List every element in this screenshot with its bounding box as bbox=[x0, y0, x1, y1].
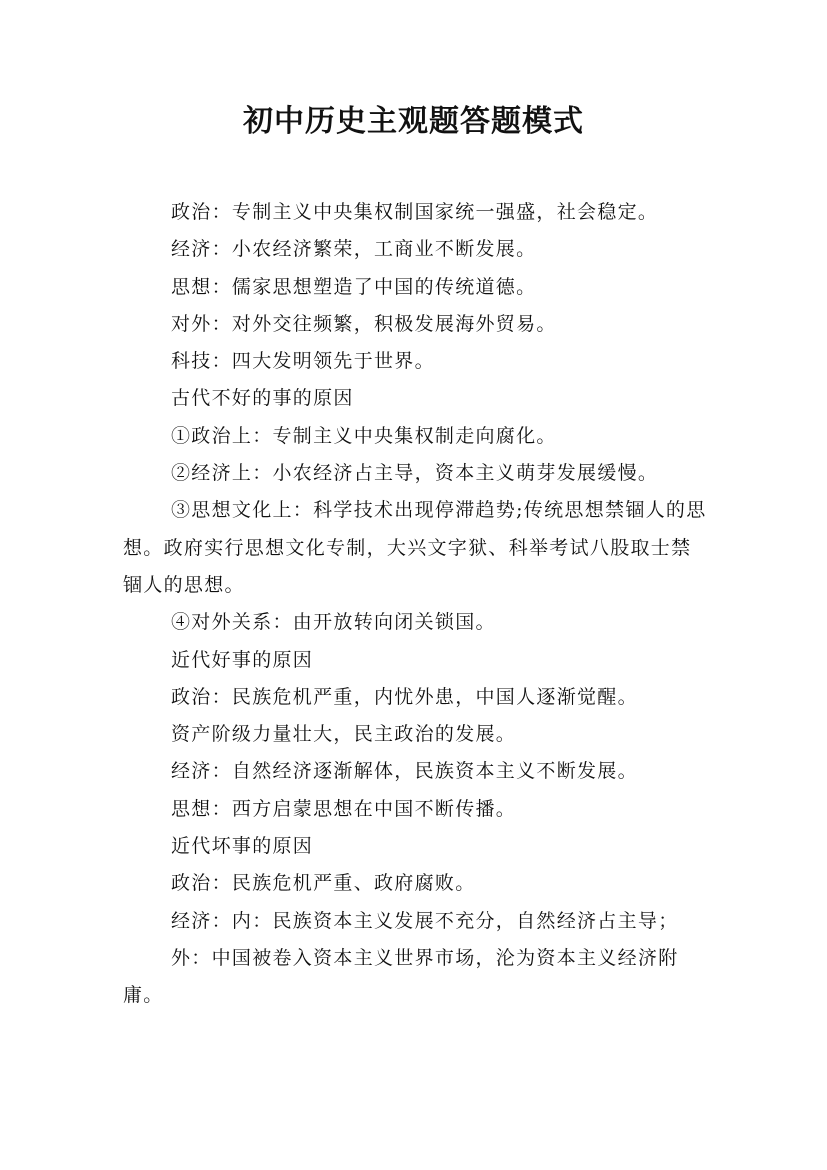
section-heading-ancient-bad: 古代不好的事的原因 bbox=[171, 387, 354, 410]
paragraph-modern-good-politics: 政治：民族危机严重，内忧外患，中国人逐渐觉醒。 bbox=[171, 685, 638, 708]
paragraph-modern-good-economy: 经济：自然经济逐渐解体，民族资本主义不断发展。 bbox=[171, 760, 638, 783]
paragraph-ancient-economy: 经济：小农经济繁荣，工商业不断发展。 bbox=[171, 238, 537, 261]
page-title: 初中历史主观题答题模式 bbox=[243, 104, 584, 139]
paragraph-ancient-politics: 政治：专制主义中央集权制国家统一强盛，社会稳定。 bbox=[171, 201, 659, 223]
paragraph-ancient-bad-politics: ①政治上：专制主义中央集权制走向腐化。 bbox=[171, 424, 557, 447]
paragraph-modern-bad-politics: 政治：民族危机严重、政府腐败。 bbox=[171, 872, 476, 895]
paragraph-modern-bad-economy-internal: 经济：内：民族资本主义发展不充分，自然经济占主导； bbox=[171, 909, 679, 932]
paragraph-ancient-bad-foreign: ④对外关系：由开放转向闭关锁国。 bbox=[171, 611, 496, 634]
paragraph-ancient-technology: 科技：四大发明领先于世界。 bbox=[171, 350, 435, 373]
paragraph-ancient-thought: 思想：儒家思想塑造了中国的传统道德。 bbox=[171, 275, 537, 298]
paragraph-ancient-foreign: 对外：对外交往频繁，积极发展海外贸易。 bbox=[171, 312, 557, 335]
paragraph-ancient-bad-culture: ③思想文化上：科学技术出现停滞趋势;传统思想禁锢人的思想。政府实行思想文化专制，大兴文字狱、科举考试八股取士禁锢人的思想。 bbox=[123, 499, 707, 596]
document-body bbox=[123, 194, 708, 1015]
paragraph-modern-good-thought: 思想：西方启蒙思想在中国不断传播。 bbox=[171, 797, 517, 820]
section-heading-modern-good: 近代好事的原因 bbox=[171, 648, 314, 671]
paragraph-modern-good-bourgeoisie: 资产阶级力量壮大，民主政治的发展。 bbox=[171, 723, 517, 746]
paragraph-ancient-bad-economy: ②经济上：小农经济占主导，资本主义萌芽发展缓慢。 bbox=[171, 462, 659, 485]
paragraph-modern-bad-economy-external: 外：中国被卷入资本主义世界市场，沦为资本主义经济附庸。 bbox=[123, 946, 679, 1007]
section-heading-modern-bad: 近代坏事的原因 bbox=[171, 835, 314, 858]
